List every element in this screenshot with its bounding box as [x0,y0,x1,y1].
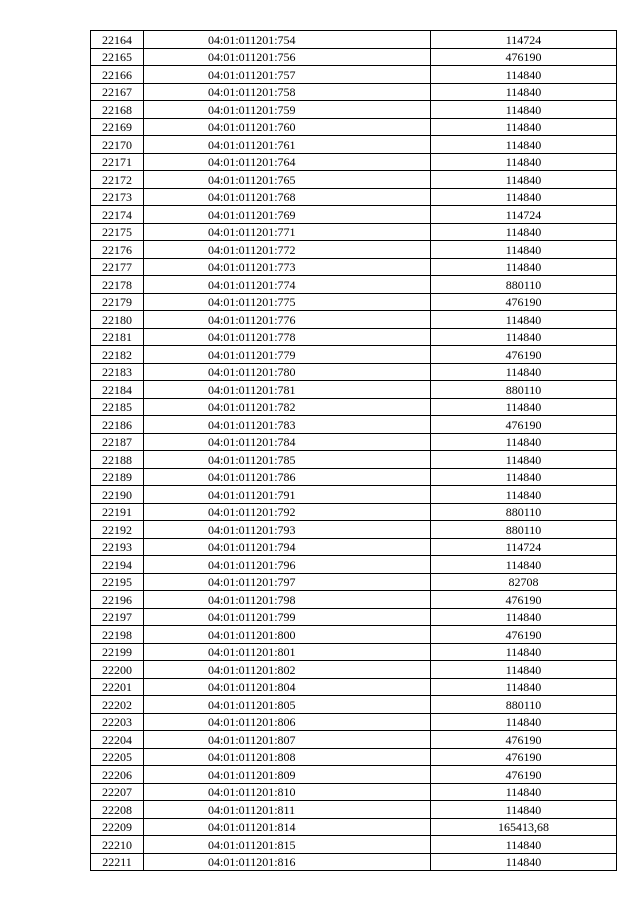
cadastral-value-cell: 114724 [431,206,617,224]
row-number-cell: 22176 [91,241,144,259]
row-number-cell: 22167 [91,83,144,101]
cadastral-value-cell: 880110 [431,696,617,714]
row-number-cell: 22184 [91,381,144,399]
row-number-cell: 22187 [91,433,144,451]
row-number-cell: 22189 [91,468,144,486]
cadastral-number-cell: 04:01:011201:785 [144,451,431,469]
cadastral-number-cell: 04:01:011201:801 [144,643,431,661]
cadastral-number-cell: 04:01:011201:756 [144,48,431,66]
cadastral-value-cell: 114840 [431,556,617,574]
cadastral-number-cell: 04:01:011201:796 [144,556,431,574]
row-number-cell: 22208 [91,801,144,819]
cadastral-number-cell: 04:01:011201:805 [144,696,431,714]
cadastral-value-cell: 165413,68 [431,818,617,836]
table-row [91,293,617,311]
cadastral-value-cell: 476190 [431,766,617,784]
cadastral-value-cell: 476190 [431,48,617,66]
cadastral-value-cell: 114840 [431,451,617,469]
table-body [91,31,617,871]
table-row [91,346,617,364]
row-number-cell: 22203 [91,713,144,731]
cadastral-number-cell: 04:01:011201:782 [144,398,431,416]
row-number-cell: 22172 [91,171,144,189]
table-row [91,731,617,749]
row-number-cell: 22188 [91,451,144,469]
row-number-cell: 22201 [91,678,144,696]
cadastral-value-cell: 82708 [431,573,617,591]
cadastral-number-cell: 04:01:011201:779 [144,346,431,364]
table-row [91,83,617,101]
table-row [91,416,617,434]
cadastral-number-cell: 04:01:011201:769 [144,206,431,224]
table-row [91,503,617,521]
cadastral-value-cell: 114840 [431,171,617,189]
cadastral-value-cell: 114840 [431,678,617,696]
cadastral-value-cell: 114840 [431,241,617,259]
table-row [91,206,617,224]
table-row [91,713,617,731]
cadastral-value-cell: 880110 [431,381,617,399]
row-number-cell: 22207 [91,783,144,801]
cadastral-number-cell: 04:01:011201:757 [144,66,431,84]
cadastral-number-cell: 04:01:011201:768 [144,188,431,206]
cadastral-value-cell: 114840 [431,468,617,486]
row-number-cell: 22200 [91,661,144,679]
cadastral-number-cell: 04:01:011201:806 [144,713,431,731]
cadastral-value-cell: 114840 [431,661,617,679]
row-number-cell: 22182 [91,346,144,364]
cadastral-number-cell: 04:01:011201:781 [144,381,431,399]
row-number-cell: 22171 [91,153,144,171]
table-row [91,328,617,346]
cadastral-value-cell: 114840 [431,398,617,416]
row-number-cell: 22186 [91,416,144,434]
table-row [91,538,617,556]
row-number-cell: 22185 [91,398,144,416]
cadastral-value-cell: 114840 [431,328,617,346]
table-row [91,311,617,329]
row-number-cell: 22202 [91,696,144,714]
table-row [91,241,617,259]
table-row [91,398,617,416]
cadastral-value-cell: 114840 [431,486,617,504]
row-number-cell: 22175 [91,223,144,241]
cadastral-number-cell: 04:01:011201:760 [144,118,431,136]
row-number-cell: 22194 [91,556,144,574]
cadastral-value-cell: 114840 [431,258,617,276]
cadastral-value-cell: 880110 [431,503,617,521]
cadastral-value-cell: 114840 [431,188,617,206]
row-number-cell: 22183 [91,363,144,381]
table-row [91,591,617,609]
cadastral-value-cell: 114840 [431,83,617,101]
table-row [91,836,617,854]
row-number-cell: 22204 [91,731,144,749]
table-row [91,801,617,819]
cadastral-value-cell: 114840 [431,136,617,154]
table-row [91,696,617,714]
row-number-cell: 22199 [91,643,144,661]
table-row [91,626,617,644]
row-number-cell: 22180 [91,311,144,329]
cadastral-number-cell: 04:01:011201:804 [144,678,431,696]
table-row [91,678,617,696]
row-number-cell: 22179 [91,293,144,311]
table-row [91,66,617,84]
cadastral-value-cell: 114840 [431,101,617,119]
table-row [91,521,617,539]
row-number-cell: 22190 [91,486,144,504]
table-row [91,643,617,661]
row-number-cell: 22198 [91,626,144,644]
cadastral-value-cell: 114840 [431,433,617,451]
cadastral-number-cell: 04:01:011201:761 [144,136,431,154]
cadastral-number-cell: 04:01:011201:765 [144,171,431,189]
cadastral-value-cell: 476190 [431,731,617,749]
cadastral-value-cell: 114840 [431,311,617,329]
cadastral-value-table [90,30,617,871]
row-number-cell: 22211 [91,853,144,871]
cadastral-number-cell: 04:01:011201:776 [144,311,431,329]
table-row [91,276,617,294]
row-number-cell: 22168 [91,101,144,119]
cadastral-value-cell: 114840 [431,66,617,84]
row-number-cell: 22193 [91,538,144,556]
cadastral-number-cell: 04:01:011201:808 [144,748,431,766]
cadastral-value-cell: 114840 [431,853,617,871]
table-row [91,381,617,399]
row-number-cell: 22169 [91,118,144,136]
cadastral-number-cell: 04:01:011201:798 [144,591,431,609]
cadastral-value-cell: 114840 [431,836,617,854]
row-number-cell: 22174 [91,206,144,224]
table-row [91,451,617,469]
cadastral-value-cell: 114840 [431,608,617,626]
cadastral-value-cell: 880110 [431,276,617,294]
cadastral-value-cell: 476190 [431,416,617,434]
cadastral-number-cell: 04:01:011201:816 [144,853,431,871]
cadastral-number-cell: 04:01:011201:754 [144,31,431,49]
table-row [91,153,617,171]
table-row [91,468,617,486]
cadastral-number-cell: 04:01:011201:807 [144,731,431,749]
cadastral-value-cell: 114840 [431,153,617,171]
cadastral-number-cell: 04:01:011201:791 [144,486,431,504]
table-row [91,853,617,871]
row-number-cell: 22178 [91,276,144,294]
cadastral-value-cell: 114840 [431,223,617,241]
cadastral-number-cell: 04:01:011201:815 [144,836,431,854]
cadastral-value-cell: 114724 [431,538,617,556]
cadastral-number-cell: 04:01:011201:797 [144,573,431,591]
table-row [91,363,617,381]
cadastral-number-cell: 04:01:011201:764 [144,153,431,171]
cadastral-value-cell: 476190 [431,346,617,364]
table-row [91,556,617,574]
cadastral-value-cell: 476190 [431,293,617,311]
table-row [91,818,617,836]
row-number-cell: 22164 [91,31,144,49]
cadastral-value-cell: 880110 [431,521,617,539]
cadastral-number-cell: 04:01:011201:759 [144,101,431,119]
cadastral-number-cell: 04:01:011201:799 [144,608,431,626]
cadastral-number-cell: 04:01:011201:780 [144,363,431,381]
cadastral-number-cell: 04:01:011201:786 [144,468,431,486]
table-row [91,48,617,66]
table-row [91,101,617,119]
row-number-cell: 22177 [91,258,144,276]
cadastral-value-cell: 476190 [431,626,617,644]
cadastral-value-cell: 114840 [431,783,617,801]
row-number-cell: 22192 [91,521,144,539]
table-row [91,258,617,276]
cadastral-number-cell: 04:01:011201:794 [144,538,431,556]
table-row [91,118,617,136]
cadastral-value-cell: 114724 [431,31,617,49]
row-number-cell: 22166 [91,66,144,84]
row-number-cell: 22195 [91,573,144,591]
cadastral-number-cell: 04:01:011201:783 [144,416,431,434]
row-number-cell: 22205 [91,748,144,766]
cadastral-number-cell: 04:01:011201:775 [144,293,431,311]
table-row [91,573,617,591]
cadastral-value-cell: 476190 [431,591,617,609]
cadastral-number-cell: 04:01:011201:800 [144,626,431,644]
table-row [91,171,617,189]
table-row [91,661,617,679]
cadastral-number-cell: 04:01:011201:758 [144,83,431,101]
row-number-cell: 22206 [91,766,144,784]
cadastral-number-cell: 04:01:011201:771 [144,223,431,241]
row-number-cell: 22170 [91,136,144,154]
row-number-cell: 22191 [91,503,144,521]
table-row [91,136,617,154]
cadastral-number-cell: 04:01:011201:814 [144,818,431,836]
cadastral-number-cell: 04:01:011201:792 [144,503,431,521]
cadastral-number-cell: 04:01:011201:784 [144,433,431,451]
cadastral-number-cell: 04:01:011201:774 [144,276,431,294]
row-number-cell: 22196 [91,591,144,609]
cadastral-number-cell: 04:01:011201:810 [144,783,431,801]
table-row [91,188,617,206]
row-number-cell: 22173 [91,188,144,206]
cadastral-value-cell: 114840 [431,363,617,381]
row-number-cell: 22209 [91,818,144,836]
row-number-cell: 22210 [91,836,144,854]
table-row [91,748,617,766]
table-row [91,608,617,626]
cadastral-number-cell: 04:01:011201:793 [144,521,431,539]
cadastral-value-cell: 114840 [431,118,617,136]
row-number-cell: 22165 [91,48,144,66]
table-row [91,783,617,801]
cadastral-value-cell: 114840 [431,801,617,819]
cadastral-number-cell: 04:01:011201:778 [144,328,431,346]
cadastral-number-cell: 04:01:011201:802 [144,661,431,679]
table-row [91,31,617,49]
table-row [91,766,617,784]
row-number-cell: 22197 [91,608,144,626]
cadastral-value-cell: 114840 [431,643,617,661]
cadastral-number-cell: 04:01:011201:811 [144,801,431,819]
table-row [91,433,617,451]
table-row [91,486,617,504]
table-row [91,223,617,241]
cadastral-number-cell: 04:01:011201:773 [144,258,431,276]
cadastral-number-cell: 04:01:011201:809 [144,766,431,784]
cadastral-value-cell: 476190 [431,748,617,766]
row-number-cell: 22181 [91,328,144,346]
cadastral-value-cell: 114840 [431,713,617,731]
cadastral-number-cell: 04:01:011201:772 [144,241,431,259]
